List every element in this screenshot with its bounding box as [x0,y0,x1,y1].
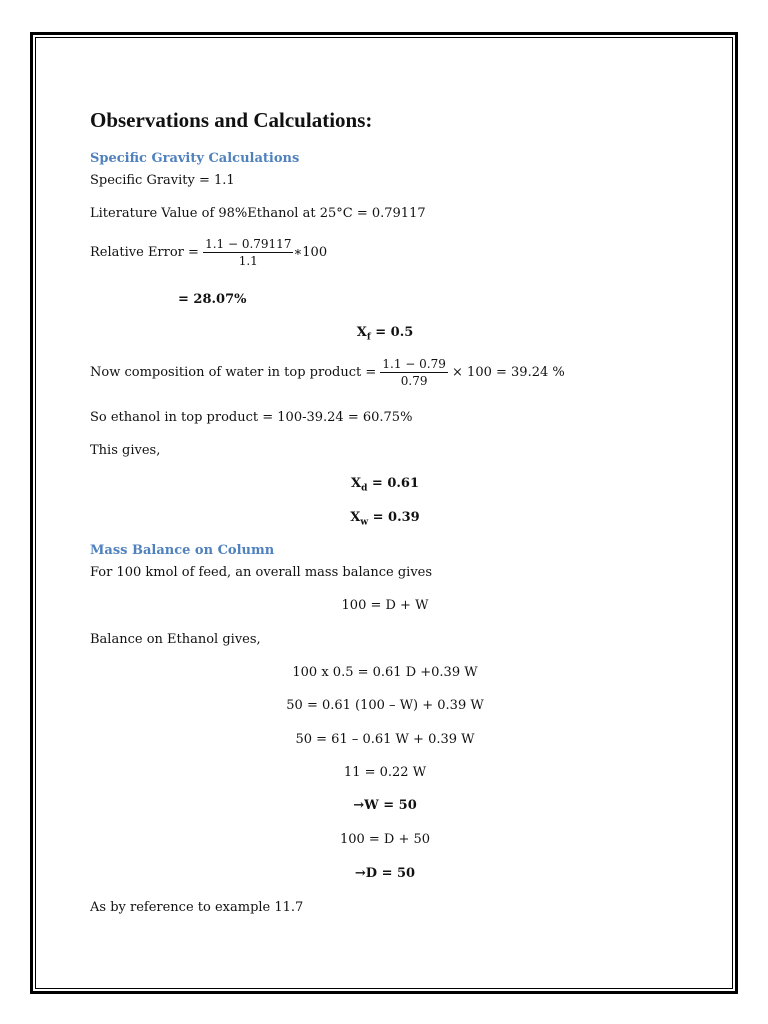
equation-overall: 100 = D + W [341,598,429,613]
xd-number: = 0.61 [367,476,419,491]
water-composition-denominator: 0.79 [400,374,428,388]
d-result: →D = 50 [354,866,416,881]
water-composition-label: Now composition of water in top product = [90,365,381,380]
relative-error-denominator: 1.1 [238,254,258,268]
water-composition-result: × 100 = 39.24 % [452,365,565,380]
water-composition-numerator: 1.1 − 0.79 [382,357,446,371]
specific-gravity-heading: Specific Gravity Calculations [90,151,300,166]
w-result: →W = 50 [353,798,417,813]
water-composition-fraction [380,357,448,388]
xd-subscript: d [361,483,368,494]
xd-value: $X_d = 0.61$ [351,476,419,494]
this-gives-text: This gives, [90,443,161,458]
ethanol-top-product: So ethanol in top product = 100-39.24 = 60.75% [90,410,413,425]
mass-balance-heading: Mass Balance on Column [90,543,275,558]
equation-substituted: 50 = 0.61 (100 – W) + 0.39 W [286,698,484,713]
relative-error-numerator: 1.1 − 0.79117 [205,237,292,251]
page-title: Observations and Calculations: [90,108,373,132]
equation-ethanol: 100 x 0.5 = 0.61 D +0.39 W [292,665,478,680]
relative-error-equation [90,237,327,268]
relative-error-label: Relative Error = [90,245,204,260]
xf-subscript: f [366,332,371,343]
relative-error-fraction [203,237,293,268]
xf-value: $X_f = 0.5$ [356,325,414,343]
equation-d: 100 = D + 50 [339,832,431,847]
relative-error-multiplier: ∗100 [293,245,328,260]
equation-simplified: 11 = 0.22 W [343,765,427,780]
specific-gravity-value: Specific Gravity = 1.1 [90,173,235,188]
ethanol-balance-text: Balance on Ethanol gives, [90,632,261,647]
xw-subscript: w [360,517,369,528]
xf-number: = 0.5 [370,325,414,340]
reference-text: As by reference to example 11.7 [90,900,304,915]
literature-value: Literature Value of 98%Ethanol at 25°C = 0.79117 [90,206,426,221]
relative-error-result: = 28.07% [178,292,247,307]
xw-number: = 0.39 [368,510,420,525]
water-composition-equation [90,357,565,388]
equation-expanded: 50 = 61 – 0.61 W + 0.39 W [295,732,475,747]
xw-value: $X_w = 0.39$ [350,510,420,528]
mass-balance-intro: For 100 kmol of feed, an overall mass balance gives [90,565,433,580]
